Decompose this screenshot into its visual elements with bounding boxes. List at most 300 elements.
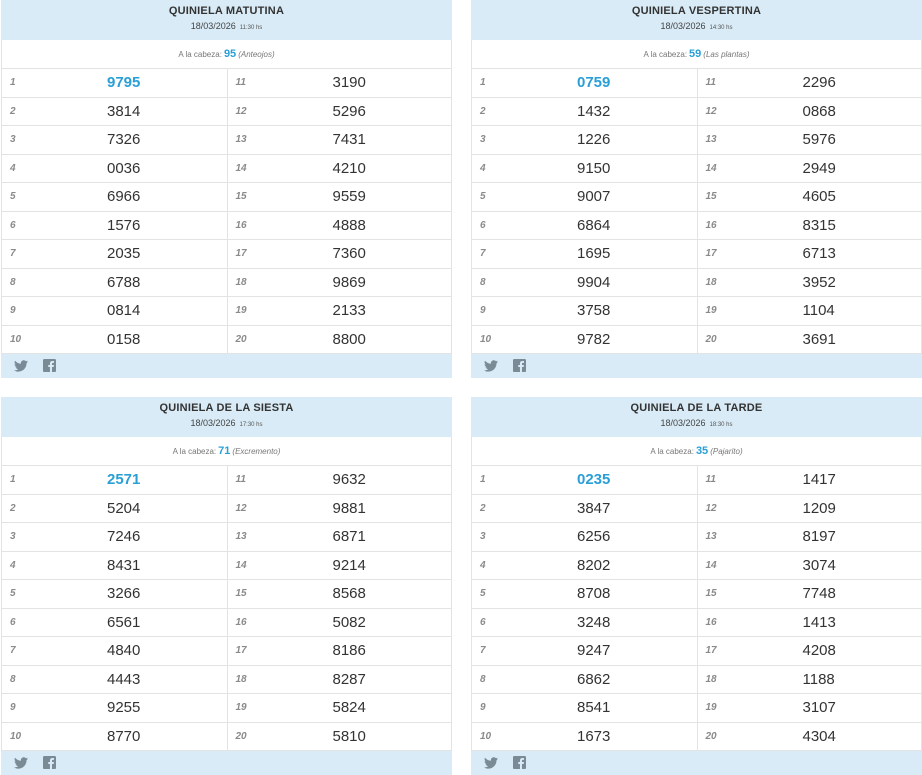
- result-row: [228, 580, 452, 609]
- result-position: 15: [235, 588, 247, 599]
- result-position: 14: [705, 559, 717, 571]
- result-position: 1: [10, 77, 16, 88]
- result-row: [2, 269, 227, 298]
- result-position: 18: [705, 673, 717, 685]
- quiniela-panel: [471, 0, 922, 378]
- result-row: [472, 466, 697, 495]
- panel-date: [471, 21, 922, 34]
- result-row: [2, 637, 227, 666]
- panel-date: [1, 418, 452, 431]
- result-position: 12: [235, 105, 247, 117]
- result-position: 10: [10, 730, 22, 742]
- cabeza-label: A la cabeza:: [178, 50, 222, 59]
- result-number: 3691: [802, 330, 836, 348]
- result-number: 5976: [802, 131, 836, 148]
- result-number: 4840: [107, 642, 141, 659]
- result-row: [472, 723, 697, 752]
- result-number: 6561: [107, 613, 141, 631]
- draw-date: 18/03/2026: [190, 418, 236, 428]
- result-number: 8315: [802, 216, 836, 234]
- result-number: 0759: [577, 74, 611, 91]
- result-number: 5204: [107, 499, 141, 517]
- result-number: 3814: [107, 102, 141, 120]
- result-position: 9: [10, 702, 16, 713]
- result-row: [228, 694, 452, 723]
- panel-title: QUINIELA DE LA TARDE: [630, 402, 763, 414]
- result-position: 17: [235, 248, 247, 259]
- facebook-icon[interactable]: [43, 756, 56, 774]
- result-position: 7: [10, 248, 16, 259]
- facebook-icon[interactable]: [43, 359, 56, 377]
- result-row: [228, 637, 452, 666]
- result-number: 3266: [107, 585, 141, 602]
- result-row: [698, 212, 922, 241]
- result-number: 9559: [332, 188, 366, 205]
- panel-title: QUINIELA MATUTINA: [168, 5, 285, 17]
- result-number: 3952: [802, 273, 836, 291]
- result-number: 6713: [802, 245, 836, 262]
- result-row: [698, 523, 922, 552]
- result-number: 1413: [802, 613, 836, 631]
- result-number: 8287: [332, 670, 366, 688]
- panel-share-bar: [471, 354, 922, 378]
- result-number: 0036: [107, 159, 141, 177]
- result-row: [698, 666, 922, 695]
- quiniela-panel: [471, 397, 922, 775]
- result-number: 9255: [107, 699, 141, 716]
- result-position: 4: [10, 559, 16, 571]
- result-position: 19: [705, 702, 717, 713]
- result-position: 15: [705, 588, 717, 599]
- result-number: 1188: [802, 670, 835, 688]
- result-number: 3758: [577, 302, 611, 319]
- result-row: [698, 126, 922, 155]
- quiniela-panel: [1, 0, 452, 378]
- result-position: 14: [235, 162, 247, 174]
- result-position: 4: [10, 162, 16, 174]
- result-row: [228, 666, 452, 695]
- panel-title: QUINIELA DE LA SIESTA: [159, 402, 294, 414]
- result-number: 1209: [802, 499, 836, 517]
- result-position: 7: [480, 248, 486, 259]
- panel-share-bar: [1, 751, 452, 775]
- result-position: 10: [10, 333, 22, 345]
- result-row: [698, 183, 922, 212]
- results-grid: [1, 69, 452, 354]
- result-position: 14: [705, 162, 717, 174]
- twitter-icon[interactable]: [484, 359, 498, 377]
- result-number: 9869: [332, 273, 366, 291]
- cabeza-line: [471, 437, 922, 466]
- panel-header: [471, 0, 922, 40]
- result-number: 7431: [332, 131, 366, 148]
- result-position: 1: [480, 77, 486, 88]
- result-position: 20: [235, 333, 247, 345]
- result-row: [228, 523, 452, 552]
- result-row: [2, 694, 227, 723]
- result-row: [698, 694, 922, 723]
- result-position: 14: [235, 559, 247, 571]
- result-number: 2571: [107, 471, 141, 488]
- result-row: [472, 552, 697, 581]
- result-row: [472, 183, 697, 212]
- result-number: 0868: [802, 102, 836, 120]
- result-position: 15: [705, 191, 717, 202]
- result-position: 13: [235, 134, 247, 145]
- result-number: 7326: [107, 131, 141, 148]
- result-position: 3: [480, 531, 486, 542]
- result-row: [228, 98, 452, 127]
- panel-share-bar: [1, 354, 452, 378]
- result-position: 20: [705, 730, 717, 742]
- result-position: 9: [480, 305, 486, 316]
- result-position: 2: [480, 502, 486, 514]
- result-position: 5: [480, 191, 486, 202]
- result-row: [228, 269, 452, 298]
- result-row: [472, 666, 697, 695]
- facebook-icon[interactable]: [513, 359, 526, 377]
- result-row: [472, 240, 697, 269]
- result-position: 5: [10, 588, 16, 599]
- result-position: 7: [480, 645, 486, 656]
- result-row: [228, 326, 452, 355]
- draw-time: 17:30 hs: [239, 422, 263, 428]
- result-row: [2, 666, 227, 695]
- result-number: 7246: [107, 528, 141, 545]
- result-row: [228, 297, 452, 326]
- result-position: 1: [480, 474, 486, 485]
- result-number: 8197: [802, 528, 836, 545]
- result-row: [228, 495, 452, 524]
- result-row: [228, 126, 452, 155]
- result-number: 6862: [577, 670, 611, 688]
- result-position: 19: [705, 305, 717, 316]
- cabeza-number: 59: [689, 48, 702, 60]
- result-number: 5824: [332, 699, 366, 716]
- result-number: 4605: [802, 188, 836, 205]
- result-row: [698, 466, 922, 495]
- result-number: 3248: [577, 613, 611, 631]
- result-position: 10: [480, 730, 492, 742]
- result-number: 1432: [577, 102, 611, 120]
- result-position: 8: [480, 276, 486, 288]
- result-row: [698, 609, 922, 638]
- result-position: 17: [705, 645, 717, 656]
- draw-time: 11:30 hs: [239, 25, 263, 31]
- results-grid: [471, 466, 922, 751]
- result-number: 7748: [802, 585, 836, 602]
- result-number: 8541: [577, 699, 611, 716]
- result-row: [472, 694, 697, 723]
- result-number: 8770: [107, 727, 141, 745]
- cabeza-line: [1, 437, 452, 466]
- result-number: 2296: [802, 74, 836, 91]
- result-number: 3190: [332, 74, 366, 91]
- result-position: 3: [10, 531, 16, 542]
- result-number: 0235: [577, 471, 611, 488]
- result-position: 11: [235, 474, 246, 485]
- result-position: 6: [10, 219, 16, 231]
- panel-title: QUINIELA VESPERTINA: [631, 5, 762, 17]
- result-row: [472, 155, 697, 184]
- result-row: [228, 155, 452, 184]
- result-number: 9214: [332, 556, 366, 574]
- result-number: 4888: [332, 216, 366, 234]
- result-row: [472, 269, 697, 298]
- result-number: 6966: [107, 188, 141, 205]
- result-position: 4: [480, 559, 486, 571]
- result-position: 4: [480, 162, 486, 174]
- result-row: [698, 240, 922, 269]
- result-row: [2, 466, 227, 495]
- result-number: 9247: [577, 642, 611, 659]
- result-number: 0814: [107, 302, 141, 319]
- draw-date: 18/03/2026: [190, 21, 236, 31]
- result-row: [698, 155, 922, 184]
- result-row: [228, 609, 452, 638]
- cabeza-meaning: (Anteojos): [238, 50, 275, 59]
- result-row: [228, 466, 452, 495]
- result-number: 9150: [577, 159, 611, 177]
- result-position: 20: [705, 333, 717, 345]
- cabeza-meaning: (Excremento): [232, 447, 281, 456]
- result-number: 9007: [577, 188, 611, 205]
- result-number: 8431: [107, 556, 141, 574]
- cabeza-meaning: (Las plantas): [703, 50, 750, 59]
- result-number: 1104: [802, 302, 835, 319]
- cabeza-label: A la cabeza:: [643, 50, 688, 59]
- result-position: 18: [235, 673, 247, 685]
- result-number: 9881: [332, 499, 366, 517]
- result-number: 2035: [107, 245, 141, 262]
- results-col-left: [472, 466, 697, 751]
- result-position: 13: [235, 531, 247, 542]
- result-position: 6: [480, 616, 486, 628]
- result-row: [2, 212, 227, 241]
- result-row: [472, 297, 697, 326]
- cabeza-label: A la cabeza:: [172, 447, 217, 456]
- cabeza-meaning: (Pajarito): [710, 447, 743, 456]
- result-position: 3: [480, 134, 486, 145]
- result-row: [472, 69, 697, 98]
- result-number: 2949: [802, 159, 836, 177]
- result-row: [2, 69, 227, 98]
- result-row: [472, 326, 697, 355]
- result-row: [472, 126, 697, 155]
- result-position: 2: [10, 105, 16, 117]
- result-position: 8: [480, 673, 486, 685]
- result-row: [698, 297, 922, 326]
- result-number: 2133: [332, 302, 366, 319]
- result-number: 6256: [577, 528, 611, 545]
- result-number: 5296: [332, 102, 366, 120]
- result-position: 6: [10, 616, 16, 628]
- result-row: [698, 580, 922, 609]
- result-position: 12: [705, 105, 717, 117]
- result-number: 1226: [577, 131, 611, 148]
- panel-date: [471, 418, 922, 431]
- result-number: 4210: [332, 159, 366, 177]
- result-position: 13: [705, 531, 717, 542]
- result-row: [2, 98, 227, 127]
- result-row: [2, 326, 227, 355]
- result-number: 1695: [577, 245, 611, 262]
- result-row: [698, 723, 922, 752]
- result-row: [472, 212, 697, 241]
- results-col-right: [697, 466, 922, 751]
- result-number: 9632: [332, 471, 366, 488]
- cabeza-number: 95: [223, 48, 237, 60]
- result-position: 12: [705, 502, 717, 514]
- cabeza-number: 71: [218, 445, 231, 457]
- twitter-icon[interactable]: [14, 359, 28, 377]
- result-row: [2, 297, 227, 326]
- result-row: [698, 98, 922, 127]
- results-col-right: [227, 69, 452, 354]
- result-number: 6788: [107, 273, 141, 291]
- result-position: 2: [480, 105, 486, 117]
- twitter-icon[interactable]: [484, 756, 498, 774]
- result-position: 19: [235, 702, 247, 713]
- result-position: 16: [235, 616, 247, 628]
- results-grid: [471, 69, 922, 354]
- result-row: [472, 637, 697, 666]
- result-number: 3074: [802, 556, 836, 574]
- result-row: [2, 552, 227, 581]
- result-position: 9: [10, 305, 16, 316]
- results-col-left: [2, 69, 227, 354]
- result-number: 6864: [577, 216, 611, 234]
- result-number: 6871: [332, 528, 366, 545]
- result-row: [228, 212, 452, 241]
- result-row: [698, 69, 922, 98]
- result-row: [2, 240, 227, 269]
- result-number: 1417: [802, 471, 836, 488]
- result-row: [698, 552, 922, 581]
- result-position: 17: [235, 645, 247, 656]
- result-row: [2, 126, 227, 155]
- results-col-right: [227, 466, 452, 751]
- result-position: 17: [705, 248, 717, 259]
- panel-header: [471, 397, 922, 437]
- result-position: 16: [235, 219, 247, 231]
- result-position: 5: [480, 588, 486, 599]
- result-row: [698, 269, 922, 298]
- result-row: [228, 240, 452, 269]
- result-row: [698, 495, 922, 524]
- result-number: 8708: [577, 585, 611, 602]
- result-number: 3107: [802, 699, 836, 716]
- result-row: [2, 183, 227, 212]
- result-number: 4443: [107, 670, 141, 688]
- result-row: [472, 98, 697, 127]
- result-position: 5: [10, 191, 16, 202]
- result-row: [2, 495, 227, 524]
- panel-header: [1, 0, 452, 40]
- result-position: 8: [10, 276, 16, 288]
- results-col-left: [472, 69, 697, 354]
- results-col-right: [697, 69, 922, 354]
- result-number: 9795: [107, 74, 141, 91]
- result-row: [228, 552, 452, 581]
- result-row: [2, 155, 227, 184]
- panel-date: [1, 21, 452, 34]
- draw-date: 18/03/2026: [660, 21, 706, 31]
- result-position: 16: [705, 219, 717, 231]
- result-row: [472, 495, 697, 524]
- result-position: 18: [235, 276, 247, 288]
- result-row: [2, 723, 227, 752]
- result-position: 7: [10, 645, 16, 656]
- result-position: 11: [705, 77, 716, 88]
- panel-share-bar: [471, 751, 922, 775]
- draw-date: 18/03/2026: [660, 418, 706, 428]
- result-row: [472, 609, 697, 638]
- result-number: 3847: [577, 499, 611, 517]
- result-position: 18: [705, 276, 717, 288]
- cabeza-label: A la cabeza:: [650, 447, 694, 456]
- result-position: 10: [480, 333, 492, 345]
- result-position: 16: [705, 616, 717, 628]
- result-number: 4208: [802, 642, 836, 659]
- result-row: [472, 523, 697, 552]
- results-col-left: [2, 466, 227, 751]
- result-position: 1: [10, 474, 16, 485]
- cabeza-line: [1, 40, 452, 69]
- result-row: [2, 580, 227, 609]
- result-position: 11: [705, 474, 716, 485]
- results-grid: [1, 466, 452, 751]
- result-number: 1576: [107, 216, 141, 234]
- result-number: 8800: [332, 330, 366, 348]
- result-row: [472, 580, 697, 609]
- result-number: 8568: [332, 585, 366, 602]
- result-position: 6: [480, 219, 486, 231]
- result-position: 9: [480, 702, 486, 713]
- result-number: 5082: [332, 613, 366, 631]
- result-row: [228, 69, 452, 98]
- result-position: 2: [10, 502, 16, 514]
- result-row: [698, 326, 922, 355]
- result-position: 3: [10, 134, 16, 145]
- panel-header: [1, 397, 452, 437]
- result-position: 12: [235, 502, 247, 514]
- result-row: [228, 183, 452, 212]
- result-number: 1673: [577, 727, 611, 745]
- result-position: 13: [705, 134, 717, 145]
- result-position: 11: [235, 77, 246, 88]
- result-number: 8186: [332, 642, 366, 659]
- result-number: 7360: [332, 245, 366, 262]
- result-number: 4304: [802, 727, 836, 745]
- result-row: [2, 523, 227, 552]
- facebook-icon[interactable]: [513, 756, 526, 774]
- result-number: 5810: [332, 727, 366, 745]
- result-row: [2, 609, 227, 638]
- cabeza-number: 35: [695, 445, 709, 457]
- result-number: 0158: [107, 330, 141, 348]
- draw-time: 14:30 hs: [709, 25, 733, 31]
- result-row: [228, 723, 452, 752]
- draw-time: 18:30 hs: [709, 422, 733, 428]
- cabeza-line: [471, 40, 922, 69]
- result-position: 19: [235, 305, 247, 316]
- quiniela-panel: [1, 397, 452, 775]
- result-number: 9782: [577, 330, 611, 348]
- result-position: 15: [235, 191, 247, 202]
- twitter-icon[interactable]: [14, 756, 28, 774]
- result-number: 9904: [577, 273, 611, 291]
